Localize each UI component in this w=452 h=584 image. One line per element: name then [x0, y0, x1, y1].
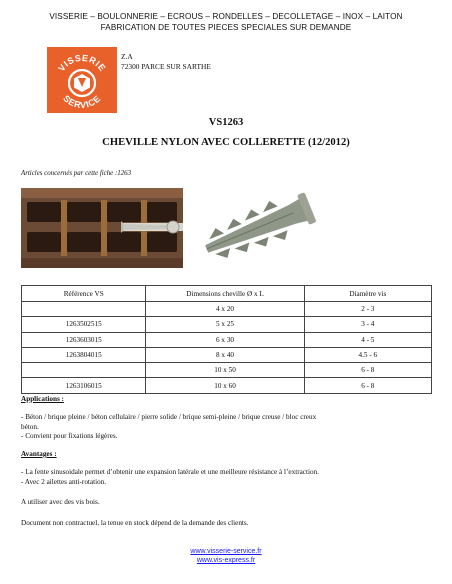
address-line-2: 72300 PARCE SUR SARTHE	[121, 62, 211, 71]
cell-reference: 1263603015	[22, 332, 146, 347]
company-logo	[47, 47, 117, 113]
articles-note: Articles concernés par cette fiche :1263	[21, 170, 132, 177]
cell-reference: 1263106015	[22, 378, 146, 393]
cell-reference	[22, 302, 146, 317]
cell-dimensions: 10 x 50	[146, 363, 304, 378]
cell-dimensions: 4 x 20	[146, 302, 304, 317]
footer-link-visserie[interactable]: www.visserie-service.fr	[190, 548, 262, 555]
cell-screw-diameter: 3 - 4	[304, 317, 431, 332]
table-row	[22, 378, 432, 393]
cell-dimensions: 10 x 60	[146, 378, 304, 393]
header-dimensions: Dimensions cheville Ø x L	[146, 286, 304, 302]
table-row	[22, 302, 432, 317]
table-row	[22, 347, 432, 362]
header-reference: Référence VS	[22, 286, 146, 302]
cell-screw-diameter: 4.5 - 6	[304, 347, 431, 362]
applications-line-2: - Convient pour fixations légères.	[21, 432, 118, 441]
table-row	[22, 332, 432, 347]
footer-link-vis-express[interactable]: www.vis-express.fr	[196, 557, 256, 564]
nylon-dowel-photo	[196, 187, 336, 262]
cell-reference: 1263502515	[22, 317, 146, 332]
cell-screw-diameter: 6 - 8	[304, 378, 431, 393]
applications-line-1: - Béton / brique pleine / béton cellulaire / pierre solide / brique semi-pleine / brique creuse / bloc creux	[21, 413, 317, 422]
cell-reference	[22, 363, 146, 378]
advantages-section	[21, 450, 436, 487]
disclaimer: Document non contractuel, la tenue en stock dépend de la demande des clients.	[21, 519, 249, 527]
address-line-1: Z.A	[121, 52, 133, 61]
cell-dimensions: 8 x 40	[146, 347, 304, 362]
dimensions-table	[21, 285, 432, 394]
table-header-row	[22, 286, 432, 302]
screw-note: A utiliser avec des vis bois.	[21, 498, 100, 506]
cell-screw-diameter: 6 - 8	[304, 363, 431, 378]
logo-text-bottom: SERVICE	[61, 93, 103, 111]
header-line-1: VISSERIE – BOULONNERIE – ECROUS – RONDELLES – DECOLLETAGE – INOX – LAITON	[49, 12, 403, 21]
address-block	[121, 52, 211, 72]
cell-screw-diameter: 2 - 3	[304, 302, 431, 317]
cell-screw-diameter: 4 - 5	[304, 332, 431, 347]
product-code: VS1263	[208, 117, 244, 128]
applications-title: Applications :	[21, 395, 64, 403]
logo-text-top: VISSERIE	[56, 52, 108, 74]
table-row	[22, 363, 432, 378]
brick-installation-photo	[21, 188, 183, 268]
header-screw-diameter: Diamètre vis	[304, 286, 431, 302]
cell-dimensions: 5 x 25	[146, 317, 304, 332]
header-line-2: FABRICATION DE TOUTES PIECES SPECIALES SUR DEMANDE	[100, 23, 352, 32]
advantages-line-1: - La fente sinusoidale permet d’obtenir une expansion latérale et une meilleure résistance à l’extraction.	[21, 468, 319, 477]
cell-dimensions: 6 x 30	[146, 332, 304, 347]
applications-line-1b: béton.	[21, 422, 39, 431]
applications-section	[21, 395, 436, 442]
advantages-line-2: - Avec 2 ailettes anti-rotation.	[21, 477, 107, 486]
product-title: CHEVILLE NYLON AVEC COLLERETTE (12/2012)	[102, 137, 350, 148]
advantages-title: Avantages :	[21, 450, 57, 458]
table-row	[22, 317, 432, 332]
cell-reference: 1263804015	[22, 347, 146, 362]
